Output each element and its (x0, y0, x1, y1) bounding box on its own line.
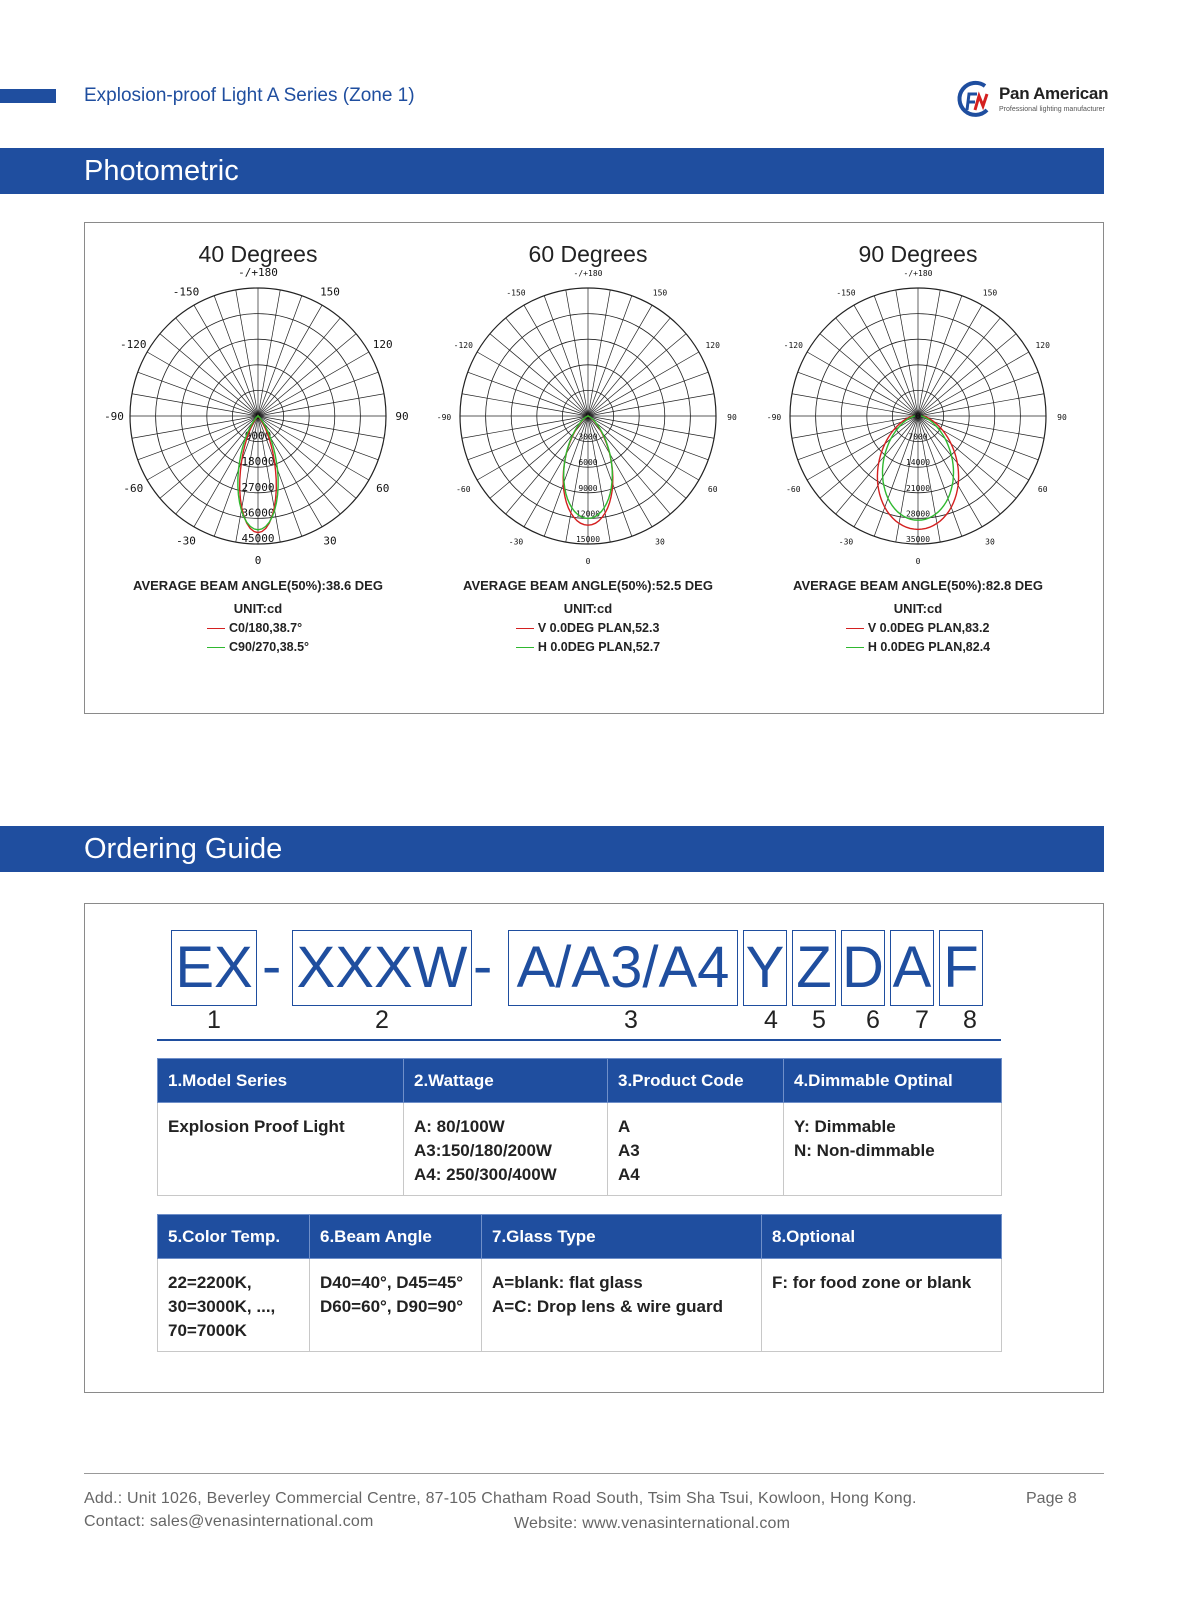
green-line-swatch-icon (516, 647, 534, 648)
radial-tick-label: 6000 (578, 458, 598, 468)
angle-tick-label: -90 (104, 410, 124, 423)
code-part-model: EX (171, 930, 257, 1006)
angle-tick-label: 30 (985, 537, 995, 547)
table-header-row (158, 1215, 1002, 1259)
legend-item: C0/180,38.7° (207, 619, 309, 638)
angle-tick-label: -150 (836, 288, 856, 298)
angle-tick-label: 90 (727, 413, 737, 422)
photometric-section-title: Photometric (0, 148, 1104, 194)
polar-title: 90 Degrees (858, 241, 978, 267)
angle-tick-label: -90 (436, 413, 452, 422)
beam-angle-text: AVERAGE BEAM ANGLE(50%):38.6 DEG (133, 578, 383, 593)
code-index: 4 (764, 1006, 778, 1034)
radial-tick-label: 18000 (241, 455, 275, 469)
pan-american-logo-icon (955, 80, 995, 120)
header-wattage: 2.Wattage (404, 1059, 608, 1103)
header-color-temp: 5.Color Temp. (158, 1215, 310, 1259)
green-line-swatch-icon (846, 647, 864, 648)
ordering-table-2 (157, 1214, 1002, 1352)
cell-wattage: A: 80/100W A3:150/180/200W A4: 250/300/400W (404, 1103, 608, 1196)
header-dimmable: 4.Dimmable Optinal (784, 1059, 1002, 1103)
angle-tick-label: 90 (395, 410, 409, 423)
angle-tick-label: 30 (655, 537, 665, 547)
angle-tick-label: 150 (982, 288, 998, 298)
unit-text: UNIT:cd (563, 601, 613, 616)
angle-tick-label: 0 (254, 554, 262, 567)
radial-tick-label: 36000 (241, 506, 275, 520)
code-index: 6 (866, 1006, 880, 1034)
code-index: 5 (812, 1006, 826, 1034)
radial-tick-label: 9000 (244, 429, 272, 443)
polar-chart-60 (423, 241, 753, 657)
code-part-glass: A (890, 930, 934, 1006)
red-line-swatch-icon (516, 628, 534, 629)
angle-tick-label: 0 (585, 557, 591, 566)
angle-tick-label: -60 (786, 485, 801, 494)
ordering-section-title: Ordering Guide (0, 826, 1104, 872)
angle-tick-label: 0 (915, 557, 921, 566)
center-label: 0 (255, 412, 261, 422)
radial-tick-label: 21000 (905, 483, 931, 493)
code-dash: - (262, 934, 282, 999)
cell-glass-type: A=blank: flat glass A=C: Drop lens & wire guard (482, 1259, 762, 1352)
chart-legend (516, 619, 660, 657)
code-index: 3 (624, 1006, 638, 1034)
angle-tick-label: 120 (705, 341, 720, 350)
radial-tick-label: 7000 (908, 432, 928, 442)
angle-tick-label: -120 (120, 338, 147, 351)
header-optional: 8.Optional (762, 1215, 1002, 1259)
red-line-swatch-icon (846, 628, 864, 629)
angle-tick-label: -120 (453, 341, 473, 350)
center-label: 0 (915, 412, 921, 422)
angle-tick-label: 90 (1057, 413, 1067, 422)
angle-tick-label: -90 (766, 413, 782, 422)
footer-contact: Contact: sales@venasinternational.com (84, 1513, 374, 1530)
cell-model-series: Explosion Proof Light (158, 1103, 404, 1196)
footer-website: Website: www.venasinternational.com (514, 1515, 791, 1532)
polar-chart-90 (753, 241, 1083, 657)
header-glass-type: 7.Glass Type (482, 1215, 762, 1259)
radial-tick-label: 15000 (575, 535, 601, 544)
cell-color-temp: 22=2200K, 30=3000K, ..., 70=7000K (158, 1259, 310, 1352)
unit-text: UNIT:cd (893, 601, 943, 616)
legend-item: H 0.0DEG PLAN,82.4 (846, 638, 990, 657)
angle-tick-label: 30 (323, 534, 337, 548)
cell-optional: F: for food zone or blank (762, 1259, 1002, 1352)
angle-tick-label: 60 (376, 482, 390, 495)
angle-tick-label: -60 (123, 482, 144, 495)
polar-diagram (423, 268, 753, 568)
angle-tick-label: -150 (506, 288, 526, 298)
angle-tick-label: -30 (838, 537, 854, 547)
cell-beam-angle: D40=40°, D45=45° D60=60°, D90=90° (310, 1259, 482, 1352)
polar-title: 60 Degrees (528, 241, 648, 267)
radial-tick-label: 3000 (578, 432, 598, 442)
code-part-optional: F (939, 930, 983, 1006)
code-index: 2 (375, 1006, 389, 1034)
unit-text: UNIT:cd (233, 601, 283, 616)
chart-legend (207, 619, 309, 657)
legend-item: H 0.0DEG PLAN,52.7 (516, 638, 660, 657)
angle-tick-label: -120 (783, 341, 803, 350)
radial-tick-label: 35000 (905, 535, 931, 544)
code-underline (157, 1039, 1001, 1041)
angle-tick-label: 150 (320, 285, 340, 299)
radial-tick-label: 45000 (241, 532, 275, 545)
angle-tick-label: 150 (652, 288, 668, 298)
header-product-code: 3.Product Code (608, 1059, 784, 1103)
table-row (158, 1259, 1002, 1352)
code-index: 1 (207, 1006, 221, 1034)
angle-tick-label: -/+180 (238, 268, 278, 279)
code-part-color-temp: Z (792, 930, 836, 1006)
center-label: 0 (585, 412, 591, 422)
angle-tick-label: -60 (456, 485, 471, 494)
angle-tick-label: -150 (172, 285, 200, 299)
code-index: 7 (915, 1006, 929, 1034)
code-part-dimmable: Y (743, 930, 787, 1006)
angle-tick-label: 60 (707, 485, 718, 494)
angle-tick-label: -30 (508, 537, 524, 547)
header-beam-angle: 6.Beam Angle (310, 1215, 482, 1259)
beam-angle-text: AVERAGE BEAM ANGLE(50%):52.5 DEG (463, 578, 713, 593)
radial-tick-label: 27000 (241, 480, 275, 494)
table-row (158, 1103, 1002, 1196)
beam-angle-text: AVERAGE BEAM ANGLE(50%):82.8 DEG (793, 578, 1043, 593)
angle-tick-label: -30 (176, 534, 196, 548)
angle-tick-label: 60 (1037, 485, 1048, 494)
brand-logo (955, 80, 1115, 120)
page-number: Page 8 (1026, 1490, 1077, 1507)
header-accent-bar (0, 89, 56, 103)
footer-divider (84, 1473, 1104, 1474)
polar-diagram (93, 268, 423, 568)
cell-product-code: A A3 A4 (608, 1103, 784, 1196)
series-title: Explosion-proof Light A Series (Zone 1) (84, 85, 415, 106)
polar-diagram (753, 268, 1083, 568)
radial-tick-label: 12000 (575, 509, 601, 519)
chart-legend (846, 619, 990, 657)
code-index: 8 (963, 1006, 977, 1034)
ordering-panel (84, 903, 1104, 1393)
table-header-row (158, 1059, 1002, 1103)
legend-item: V 0.0DEG PLAN,83.2 (846, 619, 990, 638)
footer-address: Add.: Unit 1026, Beverley Commercial Centre, 87-105 Chatham Road South, Tsim Sha Tsui, Kowloon, Hong Kong. (84, 1490, 917, 1507)
angle-tick-label: 120 (1035, 341, 1050, 350)
ordering-table-1 (157, 1058, 1002, 1196)
photometric-panel (84, 222, 1104, 714)
radial-tick-label: 14000 (905, 458, 931, 468)
code-part-product: A/A3/A4 (508, 930, 738, 1006)
polar-chart-40 (93, 241, 423, 657)
code-part-beam: D (841, 930, 885, 1006)
red-line-swatch-icon (207, 628, 225, 629)
cell-dimmable: Y: Dimmable N: Non-dimmable (784, 1103, 1002, 1196)
polar-title: 40 Degrees (198, 241, 318, 267)
legend-item: C90/270,38.5° (207, 638, 309, 657)
green-line-swatch-icon (207, 647, 225, 648)
angle-tick-label: 120 (372, 338, 393, 351)
radial-tick-label: 28000 (905, 509, 931, 519)
legend-item: V 0.0DEG PLAN,52.3 (516, 619, 660, 638)
radial-tick-label: 9000 (578, 483, 598, 493)
logo-name: Pan American (999, 84, 1109, 103)
angle-tick-label: -/+180 (903, 269, 933, 278)
header-model-series: 1.Model Series (158, 1059, 404, 1103)
angle-tick-label: -/+180 (573, 269, 603, 278)
code-dash: - (473, 934, 493, 999)
logo-tagline: Professional lighting manufacturer (999, 106, 1105, 113)
code-part-wattage: XXXW (292, 930, 472, 1006)
